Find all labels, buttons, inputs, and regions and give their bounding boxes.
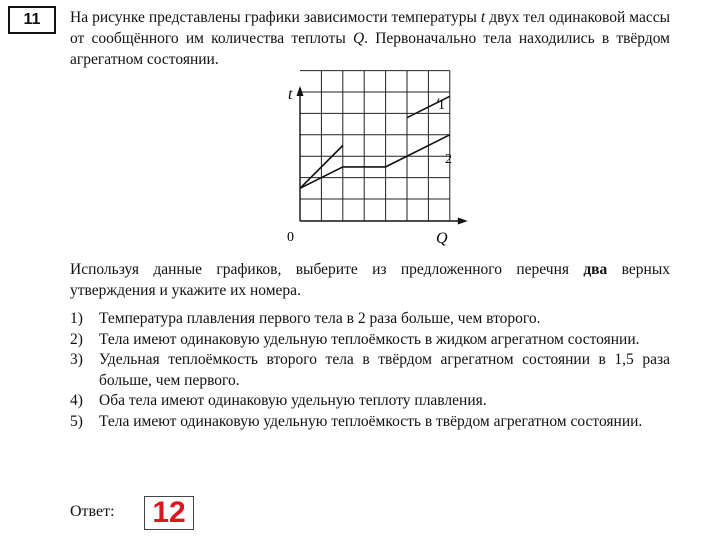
x-axis-arrow <box>458 218 468 225</box>
series-1-label: 1 <box>438 98 445 113</box>
series-2-label: 2 <box>445 152 452 167</box>
origin-label: 0 <box>287 230 294 245</box>
answer-label: Ответ: <box>70 503 115 520</box>
option-number: 2) <box>70 330 83 348</box>
option-item <box>70 391 670 412</box>
answer-box[interactable]: 12 <box>144 496 194 530</box>
option-number: 3) <box>70 351 83 368</box>
y-axis-label: t <box>288 86 293 103</box>
intro-part1: На рисунке представлены графики зависимости температуры <box>70 9 481 26</box>
y-axis-arrow <box>297 86 304 96</box>
instruction-part2: верных утверждения и укажите их номера. <box>70 261 670 299</box>
option-text: Температура плавления первого тела в 2 раза больше, чем второго. <box>99 310 541 327</box>
option-number: 1) <box>70 310 83 327</box>
option-text: Тела имеют одинаковую удельную теплоёмкость в твёрдом агрегатном состоянии. <box>99 412 643 430</box>
intro-part3: . Первоначально тела находились в твёрдом агрегатном состоянии. <box>70 30 670 68</box>
t-symbol: t <box>480 9 486 26</box>
option-text: Удельная теплоёмкость второго тела в твёрдом агрегатном состоянии в 1,5 раза больше, чем первого. <box>99 351 670 389</box>
option-number: 4) <box>70 392 83 409</box>
option-text: Оба тела имеют одинаковую удельную теплоту плавления. <box>99 392 487 409</box>
instruction-text <box>70 259 670 301</box>
series-2-line <box>300 135 450 189</box>
options-list <box>70 309 670 432</box>
option-item <box>70 412 670 433</box>
option-item <box>70 330 670 351</box>
option-item <box>70 309 670 330</box>
option-number: 5) <box>70 412 83 430</box>
option-text: Тела имеют одинаковую удельную теплоёмкость в жидком агрегатном состоянии. <box>99 330 640 348</box>
option-item <box>70 350 670 391</box>
x-axis-label: Q <box>436 230 448 247</box>
intro-part2: двух тел одинаковой массы от сообщённого им количества теплоты <box>70 9 671 47</box>
chart-series <box>300 96 450 188</box>
instruction-bold: два <box>583 261 608 278</box>
instruction-part1: Используя данные графиков, выберите из предложенного перечня <box>70 261 584 278</box>
q-symbol: Q <box>352 30 365 47</box>
question-number: 11 <box>8 6 56 34</box>
